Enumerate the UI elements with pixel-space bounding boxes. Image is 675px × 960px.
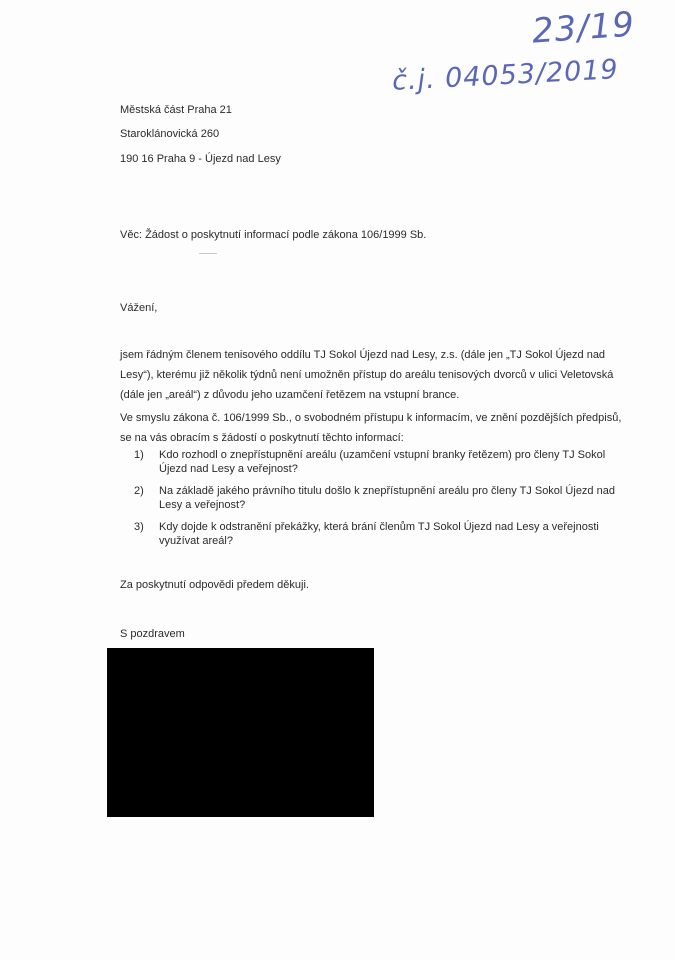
handwritten-registration-number: 23/19 xyxy=(530,4,637,52)
subject-line: Věc: Žádost o poskytnutí informací podle zákona 106/1999 Sb. xyxy=(120,229,427,241)
scan-mark xyxy=(199,253,217,254)
thanks-line: Za poskytnutí odpovědi předem děkuji. xyxy=(120,579,309,591)
list-item-number: 3) xyxy=(134,521,144,533)
redacted-signature-block xyxy=(107,648,374,817)
list-item xyxy=(134,520,624,548)
list-item xyxy=(134,448,624,476)
list-item-number: 2) xyxy=(134,485,144,497)
paragraph-intro: jsem řádným členem tenisového oddílu TJ Sokol Újezd nad Lesy, z.s. (dále jen „TJ Sokol Újezd nad Lesy“), kterému již několik týdnů není umožněn přístup do areálu tenisových dvorců v ulici Veletovská (dále jen „areál“) z důvodu jeho uzamčení řetězem na vstupní brance. xyxy=(120,349,614,401)
list-item-text: Na základě jakého právního titulu došlo k znepřístupnění areálu pro členy TJ Sokol Újezd nad Lesy a veřejnost? xyxy=(159,485,615,511)
question-list xyxy=(134,448,624,556)
handwritten-reference-number: č.j. 04053/2019 xyxy=(391,54,620,97)
paragraph-request: Ve smyslu zákona č. 106/1999 Sb., o svobodném přístupu k informacím, ve znění pozdějších předpisů, se na vás obracím s žádostí o poskytnutí těchto informací: xyxy=(120,412,622,444)
list-item-text: Kdy dojde k odstranění překážky, která brání členům TJ Sokol Újezd nad Lesy a veřejnosti využívat areál? xyxy=(159,521,599,547)
list-item-number: 1) xyxy=(134,449,144,461)
salutation: Vážení, xyxy=(120,302,158,314)
closing-line: S pozdravem xyxy=(120,628,185,640)
list-item-text: Kdo rozhodl o znepřístupnění areálu (uzamčení vstupní branky řetězem) pro členy TJ Sokol Újezd nad Lesy a veřejnost? xyxy=(159,449,606,475)
address-line-2: Staroklánovická 260 xyxy=(120,128,220,140)
address-line-1: Městská část Praha 21 xyxy=(120,104,232,116)
list-item xyxy=(134,484,624,512)
address-line-3: 190 16 Praha 9 - Újezd nad Lesy xyxy=(120,153,281,165)
